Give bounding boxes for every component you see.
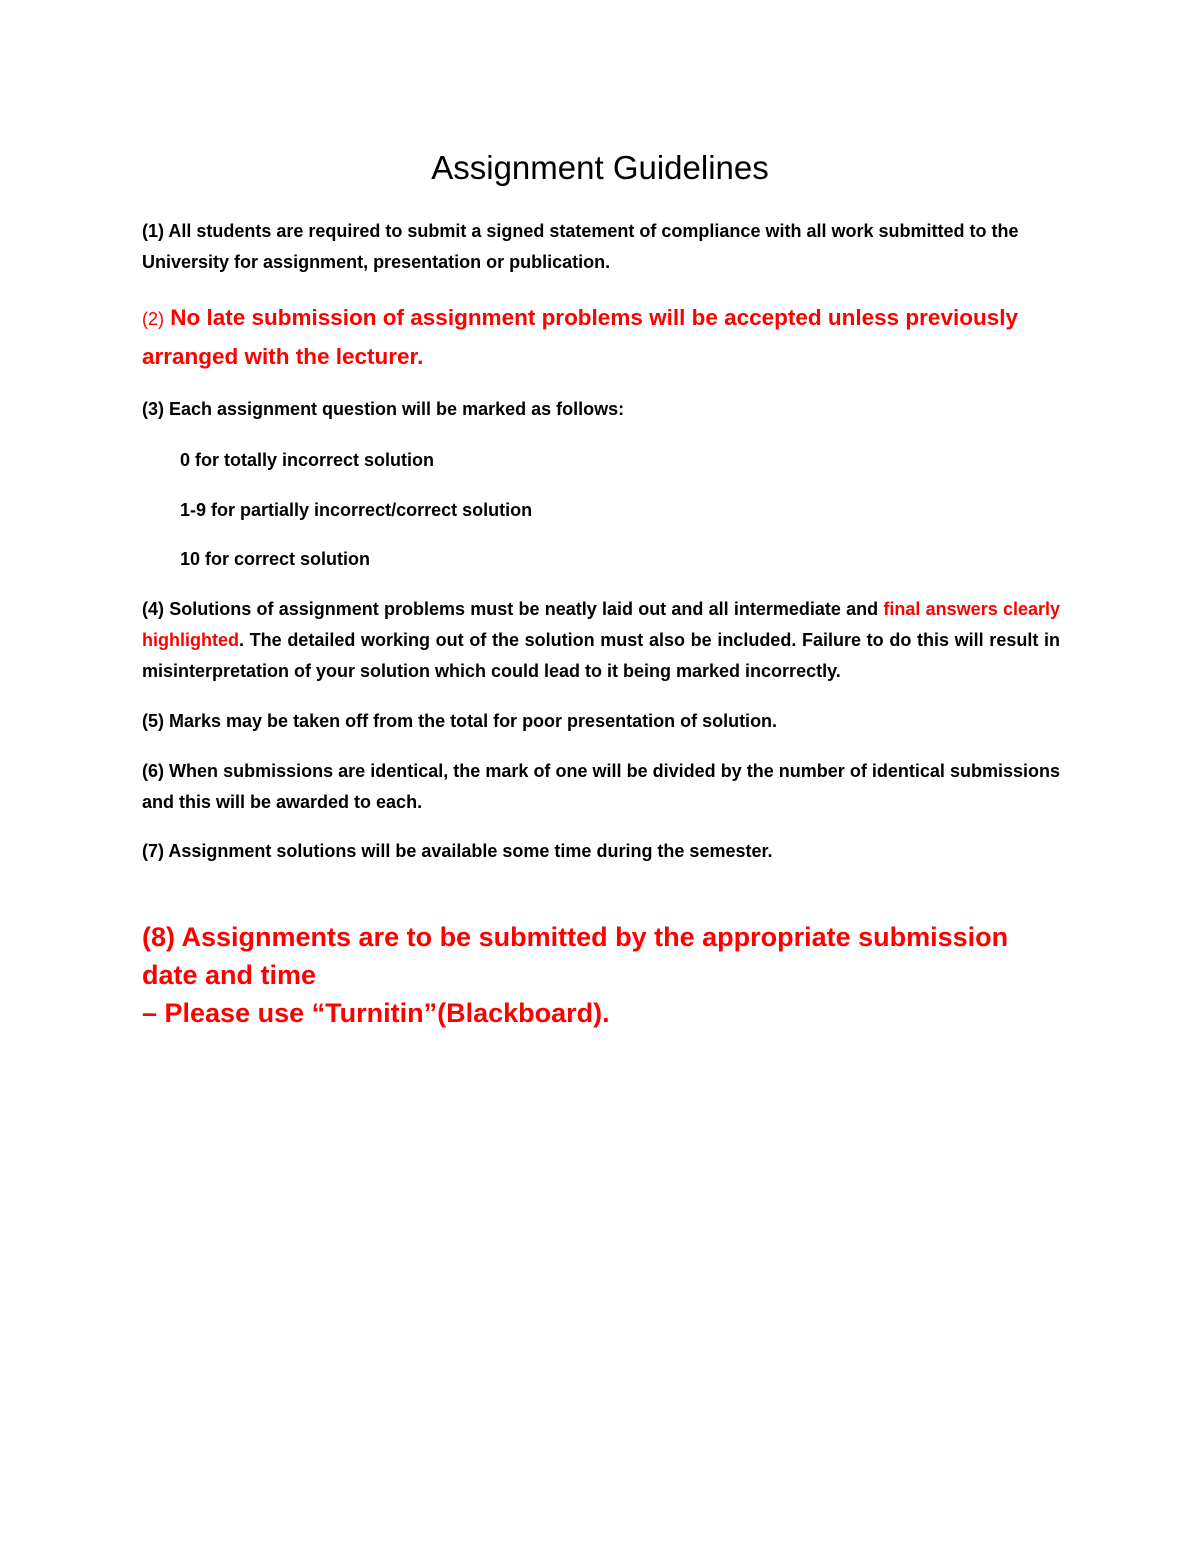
guideline-4-highlight: final answers clearly highlighted [142, 599, 1060, 650]
guideline-3: (3) Each assignment question will be marked as follows: [142, 399, 625, 419]
guideline-7: (7) Assignment solutions will be available some time during the semester. [142, 841, 773, 861]
guideline-2 [142, 299, 1060, 376]
guideline-5: (5) Marks may be taken off from the total for poor presentation of solution. [142, 711, 778, 731]
page-title: Assignment Guidelines [431, 149, 769, 186]
guideline-6: (6) When submissions are identical, the mark of one will be divided by the number of identical submissions and this will be awarded to each. [142, 761, 1060, 812]
guideline-4-text-b: . The detailed working out of the solution must also be included. Failure to do this will result in misinterpretation of your solution which could lead to it being marked incorrectly. [142, 630, 1060, 681]
guideline-4-text-a: (4) Solutions of assignment problems must be neatly laid out and all intermediate and [142, 599, 884, 619]
mark-scheme-1-9: 1-9 for partially incorrect/correct solution [180, 500, 533, 520]
mark-scheme-0: 0 for totally incorrect solution [180, 450, 435, 470]
guideline-4 [142, 594, 1060, 687]
guideline-2-number: (2) [142, 309, 164, 329]
guideline-8-line-2: – Please use “Turnitin”(Blackboard). [142, 998, 610, 1028]
guideline-8 [142, 918, 1042, 1032]
guideline-8-line-1: (8) Assignments are to be submitted by the appropriate submission date and time [142, 922, 1009, 990]
mark-scheme-10: 10 for correct solution [180, 549, 371, 569]
guideline-2-text: No late submission of assignment problems will be accepted unless previously arranged with the lecturer. [142, 305, 1018, 369]
guideline-1: (1) All students are required to submit a signed statement of compliance with all work submitted to the University for assignment, presentation or publication. [142, 221, 1019, 272]
